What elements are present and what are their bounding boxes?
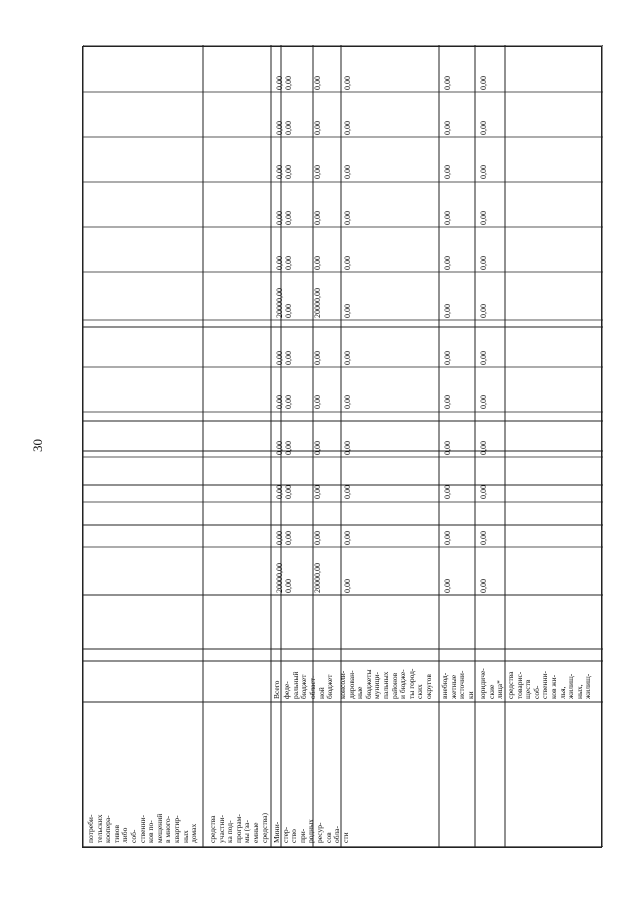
table-cell-value: 0,00 xyxy=(443,395,452,409)
table-cell-value: 0,00 xyxy=(313,531,322,545)
table-cell-value: 0,00 xyxy=(343,441,352,455)
table-cell-value: 0,00 xyxy=(313,485,322,499)
section-title-ministry: Мини- стер- ство при- родных ресур- сов обла- сти xyxy=(272,819,350,843)
row-label-total: Всего xyxy=(272,680,281,699)
table-cell-value: 0,00 xyxy=(313,165,322,179)
table-cell-value: 0,00 xyxy=(284,121,293,135)
table-cell-value: 0,00 xyxy=(443,165,452,179)
table-cell-value: 0,00 xyxy=(284,351,293,365)
table-cell-value: 0,00 xyxy=(479,211,488,225)
row-label-extrabudget: внебюд- жетные источни- ки xyxy=(440,670,475,699)
table-cell-value: 0,00 xyxy=(443,531,452,545)
table-cell-value: 0,00 xyxy=(284,579,293,593)
table-cell-value: 0,00 xyxy=(479,351,488,365)
table-cell-value: 0,00 xyxy=(284,256,293,270)
table-cell-value: 0,00 xyxy=(284,395,293,409)
table-cell-value: 0,00 xyxy=(479,579,488,593)
table-cell-value: 0,00 xyxy=(284,165,293,179)
table-cell-value: 0,00 xyxy=(443,579,452,593)
table-cell-value: 0,00 xyxy=(275,256,284,270)
table-cell-value: 20000,00 xyxy=(313,288,322,318)
row-label-hoa: средства товарис- ществ соб- ственни- ков жи- лья, жилищ- ных, жилищ- xyxy=(506,671,593,699)
table-cell-value: 0,00 xyxy=(313,441,322,455)
table-cell-value: 0,00 xyxy=(313,121,322,135)
table-cell-value: 20000,00 xyxy=(313,563,322,593)
table-cell-value: 0,00 xyxy=(313,211,322,225)
table-cell-value: 0,00 xyxy=(443,256,452,270)
table-cell-value: 0,00 xyxy=(343,76,352,90)
table-cell-value: 0,00 xyxy=(313,395,322,409)
table-cell-value: 0,00 xyxy=(343,304,352,318)
table-cell-value: 0,00 xyxy=(343,121,352,135)
table-cell-value: 0,00 xyxy=(275,441,284,455)
page-number: 30 xyxy=(30,439,45,452)
table-cell-value: 0,00 xyxy=(343,165,352,179)
table-cell-value: 0,00 xyxy=(443,211,452,225)
table-cell-value: 0,00 xyxy=(479,304,488,318)
table-cell-value: 0,00 xyxy=(443,441,452,455)
table-cell-value: 0,00 xyxy=(275,211,284,225)
row-label-legal: юридиче- ские лица* xyxy=(478,668,505,699)
table-cell-value: 0,00 xyxy=(275,351,284,365)
table-cell-value: 0,00 xyxy=(479,395,488,409)
section-title-funds: средства участни- ка под- програм- мы (за- емные средства) xyxy=(208,813,269,843)
table-cell-value: 0,00 xyxy=(343,485,352,499)
table-cell-value: 0,00 xyxy=(479,441,488,455)
table-cell-value: 0,00 xyxy=(275,76,284,90)
table-cell-value: 0,00 xyxy=(284,304,293,318)
table-cell-value: 0,00 xyxy=(275,165,284,179)
table-cell-value: 0,00 xyxy=(443,304,452,318)
table-cell-value: 0,00 xyxy=(443,351,452,365)
table-cell-value: 0,00 xyxy=(479,485,488,499)
table-cell-value: 0,00 xyxy=(275,395,284,409)
row-label-municipal: консоли- дирован- ные бюджеты муници- пальных районов и бюдже- ты город- ских округов xyxy=(338,668,433,699)
table-cell-value: 0,00 xyxy=(275,121,284,135)
table-cell-value: 0,00 xyxy=(443,485,452,499)
table-cell-value: 0,00 xyxy=(443,121,452,135)
table-cell-value: 0,00 xyxy=(443,76,452,90)
table-cell-value: 0,00 xyxy=(343,395,352,409)
label-column-text: потреби- тельских коопера- тивов либо соб- ственни- ков по- мещений в много- квартир- ных домах xyxy=(86,813,199,843)
table-cell-value: 0,00 xyxy=(275,485,284,499)
table-cell-value: 0,00 xyxy=(343,531,352,545)
table-cell-value: 0,00 xyxy=(479,256,488,270)
table-cell-value: 0,00 xyxy=(479,531,488,545)
table-cell-value: 20000,00 xyxy=(275,288,284,318)
table-cell-value: 0,00 xyxy=(313,256,322,270)
table-cell-value: 0,00 xyxy=(343,211,352,225)
table-cell-value: 0,00 xyxy=(479,121,488,135)
rotated-table xyxy=(82,46,602,848)
table-cell-value: 0,00 xyxy=(284,441,293,455)
table-cell-value: 0,00 xyxy=(284,531,293,545)
table-cell-value: 0,00 xyxy=(343,351,352,365)
table-cell-value: 0,00 xyxy=(313,76,322,90)
table-cell-value: 0,00 xyxy=(343,579,352,593)
table-cell-value: 0,00 xyxy=(313,351,322,365)
table-cell-value: 0,00 xyxy=(284,211,293,225)
table-cell-value: 0,00 xyxy=(479,76,488,90)
table-cell-value: 0,00 xyxy=(284,76,293,90)
table-cell-value: 0,00 xyxy=(343,256,352,270)
row-label-federal: феде- ральный бюджет xyxy=(282,671,309,699)
table-cell-value: 0,00 xyxy=(479,165,488,179)
table-cell-value: 0,00 xyxy=(284,485,293,499)
table-cell-value: 20000,00 xyxy=(275,563,284,593)
table-cell-value: 0,00 xyxy=(275,531,284,545)
row-label-regional: област- ной бюджет xyxy=(308,674,335,699)
